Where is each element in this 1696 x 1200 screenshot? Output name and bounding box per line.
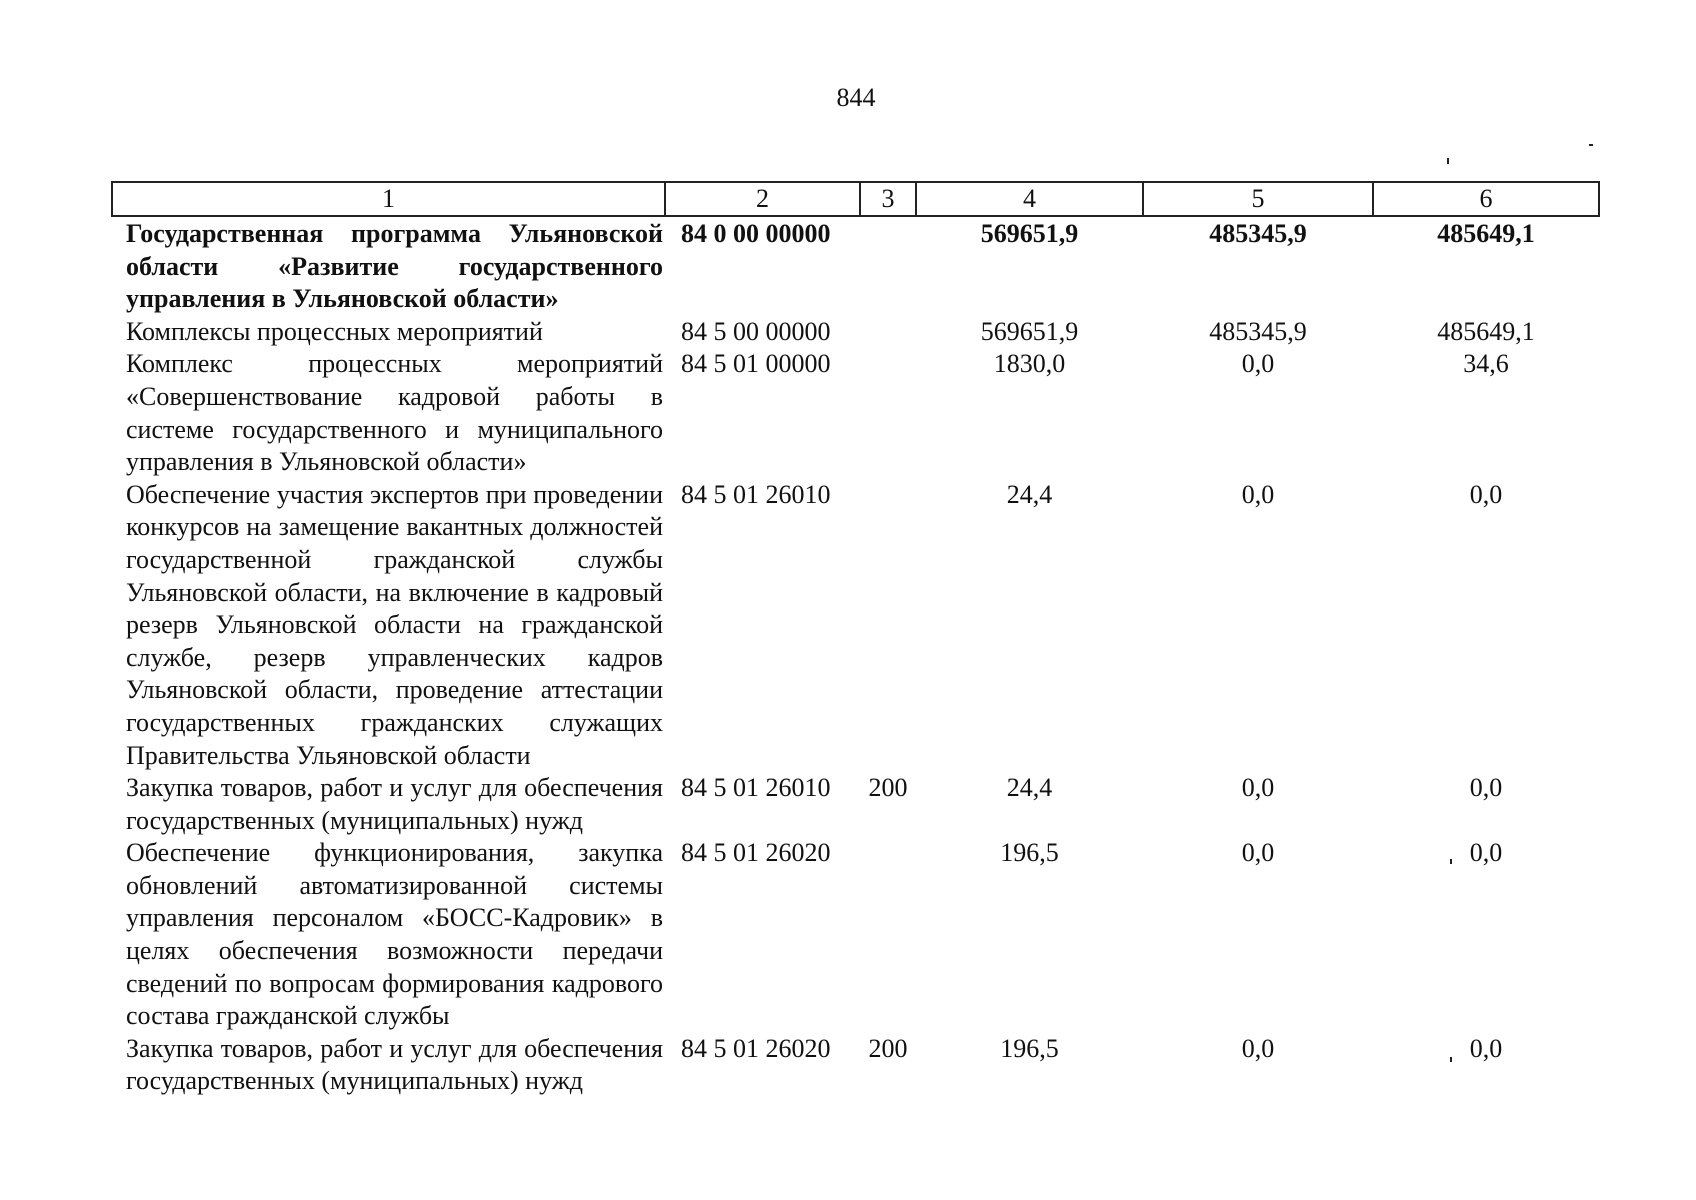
- row-amount-col5-cell: 485345,9: [1209, 219, 1307, 248]
- column-header: 4: [916, 182, 1143, 216]
- row-expense-type-cell: 200: [868, 773, 908, 803]
- row-name-cell: Закупка товаров, работ и услуг для обеспечения государственных (муниципальных) нужд: [126, 773, 663, 835]
- row-code-cell: 84 5 01 00000: [681, 349, 831, 379]
- row-code-cell: 84 5 01 26010: [681, 479, 831, 509]
- row-expense-type-cell: [860, 216, 916, 316]
- row-amount-col4-cell: 569651,9: [980, 316, 1079, 346]
- row-code-cell: 84 5 01 26010: [681, 773, 831, 803]
- table-body: [112, 216, 1599, 1098]
- row-amount-col6-cell: 485649,1: [1437, 219, 1535, 248]
- row-code-cell: 84 5 00 00000: [681, 316, 831, 346]
- row-code-cell: 84 5 01 26020: [681, 1033, 831, 1063]
- table-row: [112, 348, 1599, 478]
- row-name-cell: Комплексы процессных мероприятий: [126, 316, 543, 346]
- row-amount-col4-cell: 24,4: [1006, 773, 1053, 803]
- scan-speck: [1447, 158, 1449, 164]
- table-row: [112, 216, 1599, 316]
- row-expense-type-cell: [860, 348, 916, 478]
- row-amount-col6-cell: 0,0: [1469, 773, 1503, 803]
- row-name-cell: Закупка товаров, работ и услуг для обеспечения государственных (муниципальных) нужд: [126, 1033, 663, 1096]
- row-code-cell: 84 5 01 26020: [681, 838, 831, 868]
- table-row: [112, 479, 1599, 772]
- row-amount-col5-cell: 0,0: [1241, 838, 1275, 868]
- column-header: 3: [860, 182, 916, 216]
- column-header: 5: [1143, 182, 1373, 216]
- row-amount-col5-cell: 0,0: [1241, 479, 1275, 509]
- row-amount-col4-cell: 569651,9: [980, 219, 1079, 248]
- row-name-cell: Комплекс процессных мероприятий «Совершенствование кадровой работы в системе государственного и муниципального управления в Ульяновской области»: [126, 349, 663, 477]
- column-header: 1: [112, 182, 665, 216]
- row-amount-col6-cell: 485649,1: [1437, 316, 1535, 346]
- row-amount-col4-cell: 196,5: [1000, 838, 1059, 868]
- row-name-cell: Государственная программа Ульяновской области «Развитие государственного управления в Ульяновской области»: [126, 219, 663, 314]
- row-amount-col5-cell: 0,0: [1241, 1033, 1275, 1063]
- row-expense-type-cell: [860, 837, 916, 1033]
- row-amount-col6-cell: 34,6: [1463, 349, 1509, 379]
- row-amount-col4-cell: 196,5: [1000, 1033, 1059, 1063]
- row-amount-col5-cell: 0,0: [1241, 349, 1275, 379]
- row-amount-col5-cell: 0,0: [1241, 773, 1275, 803]
- table-row: [112, 1033, 1599, 1098]
- row-code-cell: 84 0 00 00000: [681, 219, 831, 248]
- column-header: 6: [1373, 182, 1599, 216]
- row-amount-col5-cell: 485345,9: [1209, 316, 1307, 346]
- row-amount-col4-cell: 1830,0: [993, 349, 1066, 379]
- table-row: [112, 316, 1599, 349]
- row-expense-type-cell: [860, 316, 916, 349]
- row-expense-type-cell: 200: [868, 1033, 908, 1063]
- table-row: [112, 772, 1599, 837]
- scan-speck: [1589, 144, 1593, 146]
- row-amount-col4-cell: 24,4: [1006, 479, 1053, 509]
- row-name-cell: Обеспечение участия экспертов при проведении конкурсов на замещение вакантных должностей государственной гражданской службы Ульяновской области, на включение в кадровый резерв Ульяновской области на гражданской службе, резерв управленческих кадров Ульяновской области, проведение аттестации государственных гражданских служащих Правительства Ульяновской области: [126, 479, 663, 770]
- page-number: 844: [836, 83, 876, 112]
- row-expense-type-cell: [860, 479, 916, 772]
- row-amount-col6-cell: 0,0: [1469, 1033, 1503, 1063]
- table-header-row: [112, 182, 1599, 216]
- row-amount-col6-cell: 0,0: [1469, 838, 1503, 868]
- table-row: [112, 837, 1599, 1033]
- row-amount-col6-cell: 0,0: [1469, 479, 1503, 509]
- budget-table: [111, 181, 1600, 1098]
- column-header: 2: [665, 182, 860, 216]
- row-name-cell: Обеспечение функционирования, закупка обновлений автоматизированной системы управления персоналом «БОСС-Кадровик» в целях обеспечения возможности передачи сведений по вопросам формирования кадрового состава гражданской службы: [126, 838, 663, 1031]
